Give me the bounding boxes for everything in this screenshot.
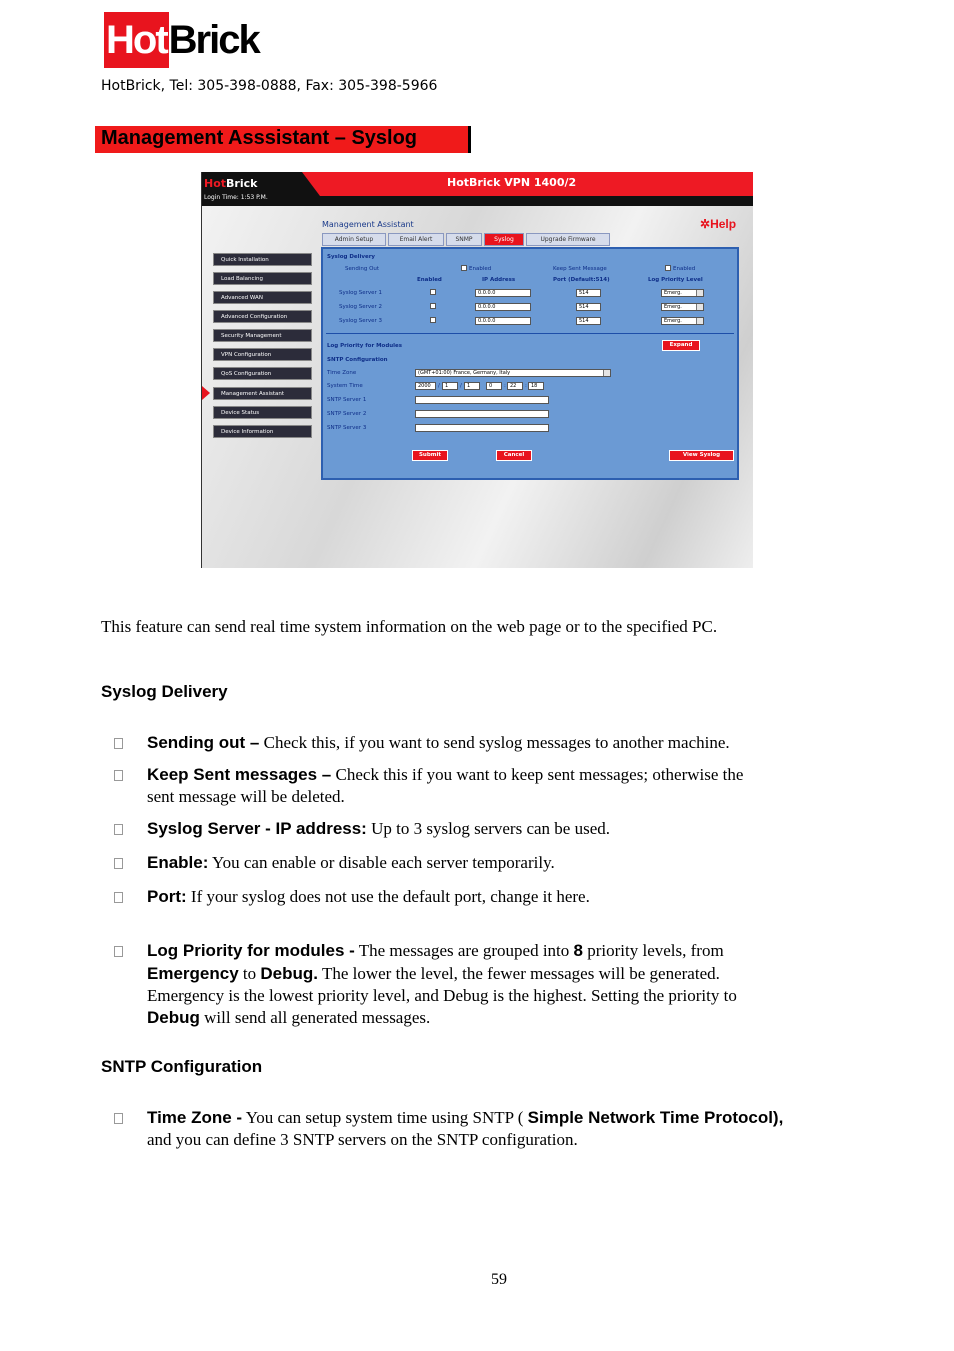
chevron-down-icon bbox=[696, 318, 703, 324]
syslog-server-1-ip[interactable]: 0.0.0.0 bbox=[475, 289, 531, 297]
syslog-server-3-ip[interactable]: 0.0.0.0 bbox=[475, 317, 531, 325]
help-link[interactable]: ✲Help bbox=[700, 217, 737, 231]
bullet-icon bbox=[114, 892, 123, 903]
bullet-enable: Enable: You can enable or disable each server temporarily. bbox=[147, 853, 555, 872]
keep-sent-label: Keep Sent Message bbox=[553, 266, 607, 272]
expand-button[interactable]: Expand bbox=[662, 340, 700, 351]
syslog-server-2-ip[interactable]: 0.0.0.0 bbox=[475, 303, 531, 311]
nav-active-arrow-icon bbox=[202, 386, 210, 400]
tab-syslog[interactable]: Syslog bbox=[484, 233, 524, 246]
bullet-icon bbox=[114, 824, 123, 835]
syslog-server-2-enabled[interactable] bbox=[430, 303, 436, 309]
log-priority-modules-label: Log Priority for Modules bbox=[327, 343, 403, 349]
bullet-log-priority: Log Priority for modules - The messages are grouped into 8 priority levels, from bbox=[147, 941, 724, 960]
col-ip-address: IP Address bbox=[482, 277, 516, 283]
bullet-syslog-server: Syslog Server - IP address: Up to 3 syslog servers can be used. bbox=[147, 819, 611, 838]
nav-management-assistant[interactable]: Management Assistant bbox=[213, 387, 312, 400]
cancel-button[interactable]: Cancel bbox=[496, 450, 532, 461]
submit-button[interactable]: Submit bbox=[412, 450, 448, 461]
section-title: Management Asssistant – Syslog bbox=[95, 126, 471, 153]
bullet-icon bbox=[114, 738, 123, 749]
time-min-field[interactable]: 22 bbox=[507, 382, 523, 390]
sntp-server-1-label: SNTP Server 1 bbox=[327, 397, 367, 403]
sntp-server-1-field[interactable] bbox=[415, 396, 549, 404]
col-enabled: Enabled bbox=[417, 277, 442, 283]
nav-load-balancing[interactable]: Load Balancing bbox=[213, 272, 312, 285]
sntp-config-label: SNTP Configuration bbox=[327, 357, 388, 363]
syslog-server-2-port[interactable]: 514 bbox=[576, 303, 601, 311]
chevron-down-icon bbox=[696, 290, 703, 296]
bullet-keep-sent-line2: sent message will be deleted. bbox=[147, 787, 345, 806]
bullet-log-priority-line4: Debug will send all generated messages. bbox=[147, 1008, 431, 1027]
syslog-delivery-label: Syslog Delivery bbox=[327, 254, 376, 260]
bullet-log-priority-line2: Emergency to Debug. The lower the level, the fewer messages will be generated. bbox=[147, 964, 720, 983]
syslog-panel: Syslog Delivery Sending Out Enabled Keep Sent Message Enabled Enabled IP Address Port (Default:514) Log Priority Level Syslog Server 1 0.0.0.0 514 Emerg. Syslog Server 2 0.0.0.0 514 Emerg. Syslog Server 3 0.0.0.0 514 Emerg. Log Priority for Modules Expand SNTP Configuration Time Zone (GMT+01:00) France, Germany, Italy System Time 2000 / 1 / 1 0 : 22 : 18 SNTP Server 1 SNTP Server 2 SNTP Server 3 Submit Cancel View Syslog bbox=[321, 247, 739, 480]
syslog-server-1-level[interactable]: Emerg. bbox=[661, 289, 704, 297]
sntp-server-3-field[interactable] bbox=[415, 424, 549, 432]
app-screenshot bbox=[201, 172, 753, 568]
app-login-time: Login Time: 1:53 P.M. bbox=[204, 194, 268, 201]
app-brand: HotBrick bbox=[204, 177, 258, 190]
page-number: 59 bbox=[491, 1271, 507, 1288]
tab-email-alert[interactable]: Email Alert bbox=[388, 233, 444, 246]
panel-divider bbox=[326, 333, 734, 334]
col-priority: Log Priority Level bbox=[648, 277, 703, 283]
intro-paragraph: This feature can send real time system information on the web page or to the specified PC. bbox=[101, 617, 718, 636]
app-product-name: HotBrick VPN 1400/2 bbox=[447, 176, 577, 189]
time-month-field[interactable]: 1 bbox=[442, 382, 458, 390]
management-assistant-title: Management Assistant bbox=[322, 220, 414, 229]
time-zone-select[interactable]: (GMT+01:00) France, Germany, Italy bbox=[415, 369, 611, 377]
syslog-server-3-level[interactable]: Emerg. bbox=[661, 317, 704, 325]
tab-snmp[interactable]: SNMP bbox=[446, 233, 482, 246]
hotbrick-logo bbox=[104, 12, 259, 68]
chevron-down-icon bbox=[603, 370, 610, 376]
syslog-server-1-enabled[interactable] bbox=[430, 289, 436, 295]
bullet-time-zone: Time Zone - You can setup system time using SNTP ( Simple Network Time Protocol), bbox=[147, 1108, 784, 1127]
sending-out-label: Sending Out bbox=[345, 266, 380, 272]
bullet-port: Port: If your syslog does not use the default port, change it here. bbox=[147, 887, 590, 906]
syslog-server-1-port[interactable]: 514 bbox=[576, 289, 601, 297]
nav-vpn-configuration[interactable]: VPN Configuration bbox=[213, 348, 312, 361]
nav-device-information[interactable]: Device Information bbox=[213, 425, 312, 438]
bullet-keep-sent: Keep Sent messages – Check this if you want to keep sent messages; otherwise the bbox=[147, 765, 744, 784]
logo-hot: Hot bbox=[104, 12, 169, 68]
chevron-down-icon bbox=[696, 304, 703, 310]
sntp-server-3-label: SNTP Server 3 bbox=[327, 425, 367, 431]
contact-line: HotBrick, Tel: 305-398-0888, Fax: 305-398-5966 bbox=[101, 78, 438, 94]
keep-sent-enabled-label: Enabled bbox=[673, 266, 696, 272]
nav-device-status[interactable]: Device Status bbox=[213, 406, 312, 419]
syslog-server-3-enabled[interactable] bbox=[430, 317, 436, 323]
col-port: Port (Default:514) bbox=[553, 277, 610, 283]
logo-brick: Brick bbox=[168, 18, 259, 62]
bullet-icon bbox=[114, 1113, 123, 1124]
bullet-icon bbox=[114, 858, 123, 869]
system-time-label: System Time bbox=[327, 383, 363, 389]
nav-quick-installation[interactable]: Quick Installation bbox=[213, 253, 312, 266]
sntp-heading: SNTP Configuration bbox=[101, 1057, 263, 1076]
syslog-server-1-label: Syslog Server 1 bbox=[339, 290, 383, 296]
view-syslog-button[interactable]: View Syslog bbox=[669, 450, 734, 461]
tab-upgrade-firmware[interactable]: Upgrade Firmware bbox=[526, 233, 610, 246]
bullet-log-priority-line3: Emergency is the lowest priority level, and Debug is the highest. Setting the priority to bbox=[147, 986, 737, 1005]
sntp-server-2-label: SNTP Server 2 bbox=[327, 411, 367, 417]
nav-qos-configuration[interactable]: QoS Configuration bbox=[213, 367, 312, 380]
time-zone-label: Time Zone bbox=[327, 370, 357, 376]
syslog-server-2-level[interactable]: Emerg. bbox=[661, 303, 704, 311]
nav-advanced-wan[interactable]: Advanced WAN bbox=[213, 291, 312, 304]
keep-sent-checkbox[interactable] bbox=[665, 265, 671, 271]
bullet-icon bbox=[114, 946, 123, 957]
syslog-delivery-heading: Syslog Delivery bbox=[101, 682, 228, 701]
bullet-time-zone-line2: and you can define 3 SNTP servers on the SNTP configuration. bbox=[147, 1130, 578, 1149]
time-year-field[interactable]: 2000 bbox=[415, 382, 436, 390]
time-hour-field[interactable]: 0 bbox=[486, 382, 502, 390]
time-day-field[interactable]: 1 bbox=[464, 382, 480, 390]
nav-security-management[interactable]: Security Management bbox=[213, 329, 312, 342]
syslog-server-3-label: Syslog Server 3 bbox=[339, 318, 383, 324]
tab-admin-setup[interactable]: Admin Setup bbox=[322, 233, 386, 246]
sending-out-checkbox[interactable] bbox=[461, 265, 467, 271]
sntp-server-2-field[interactable] bbox=[415, 410, 549, 418]
time-sec-field[interactable]: 18 bbox=[528, 382, 544, 390]
bullet-sending-out: Sending out – Check this, if you want to send syslog messages to another machine. bbox=[147, 733, 730, 752]
syslog-server-3-port[interactable]: 514 bbox=[576, 317, 601, 325]
nav-advanced-configuration[interactable]: Advanced Configuration bbox=[213, 310, 312, 323]
bullet-icon bbox=[114, 770, 123, 781]
syslog-server-2-label: Syslog Server 2 bbox=[339, 304, 383, 310]
sending-out-enabled-label: Enabled bbox=[469, 266, 492, 272]
